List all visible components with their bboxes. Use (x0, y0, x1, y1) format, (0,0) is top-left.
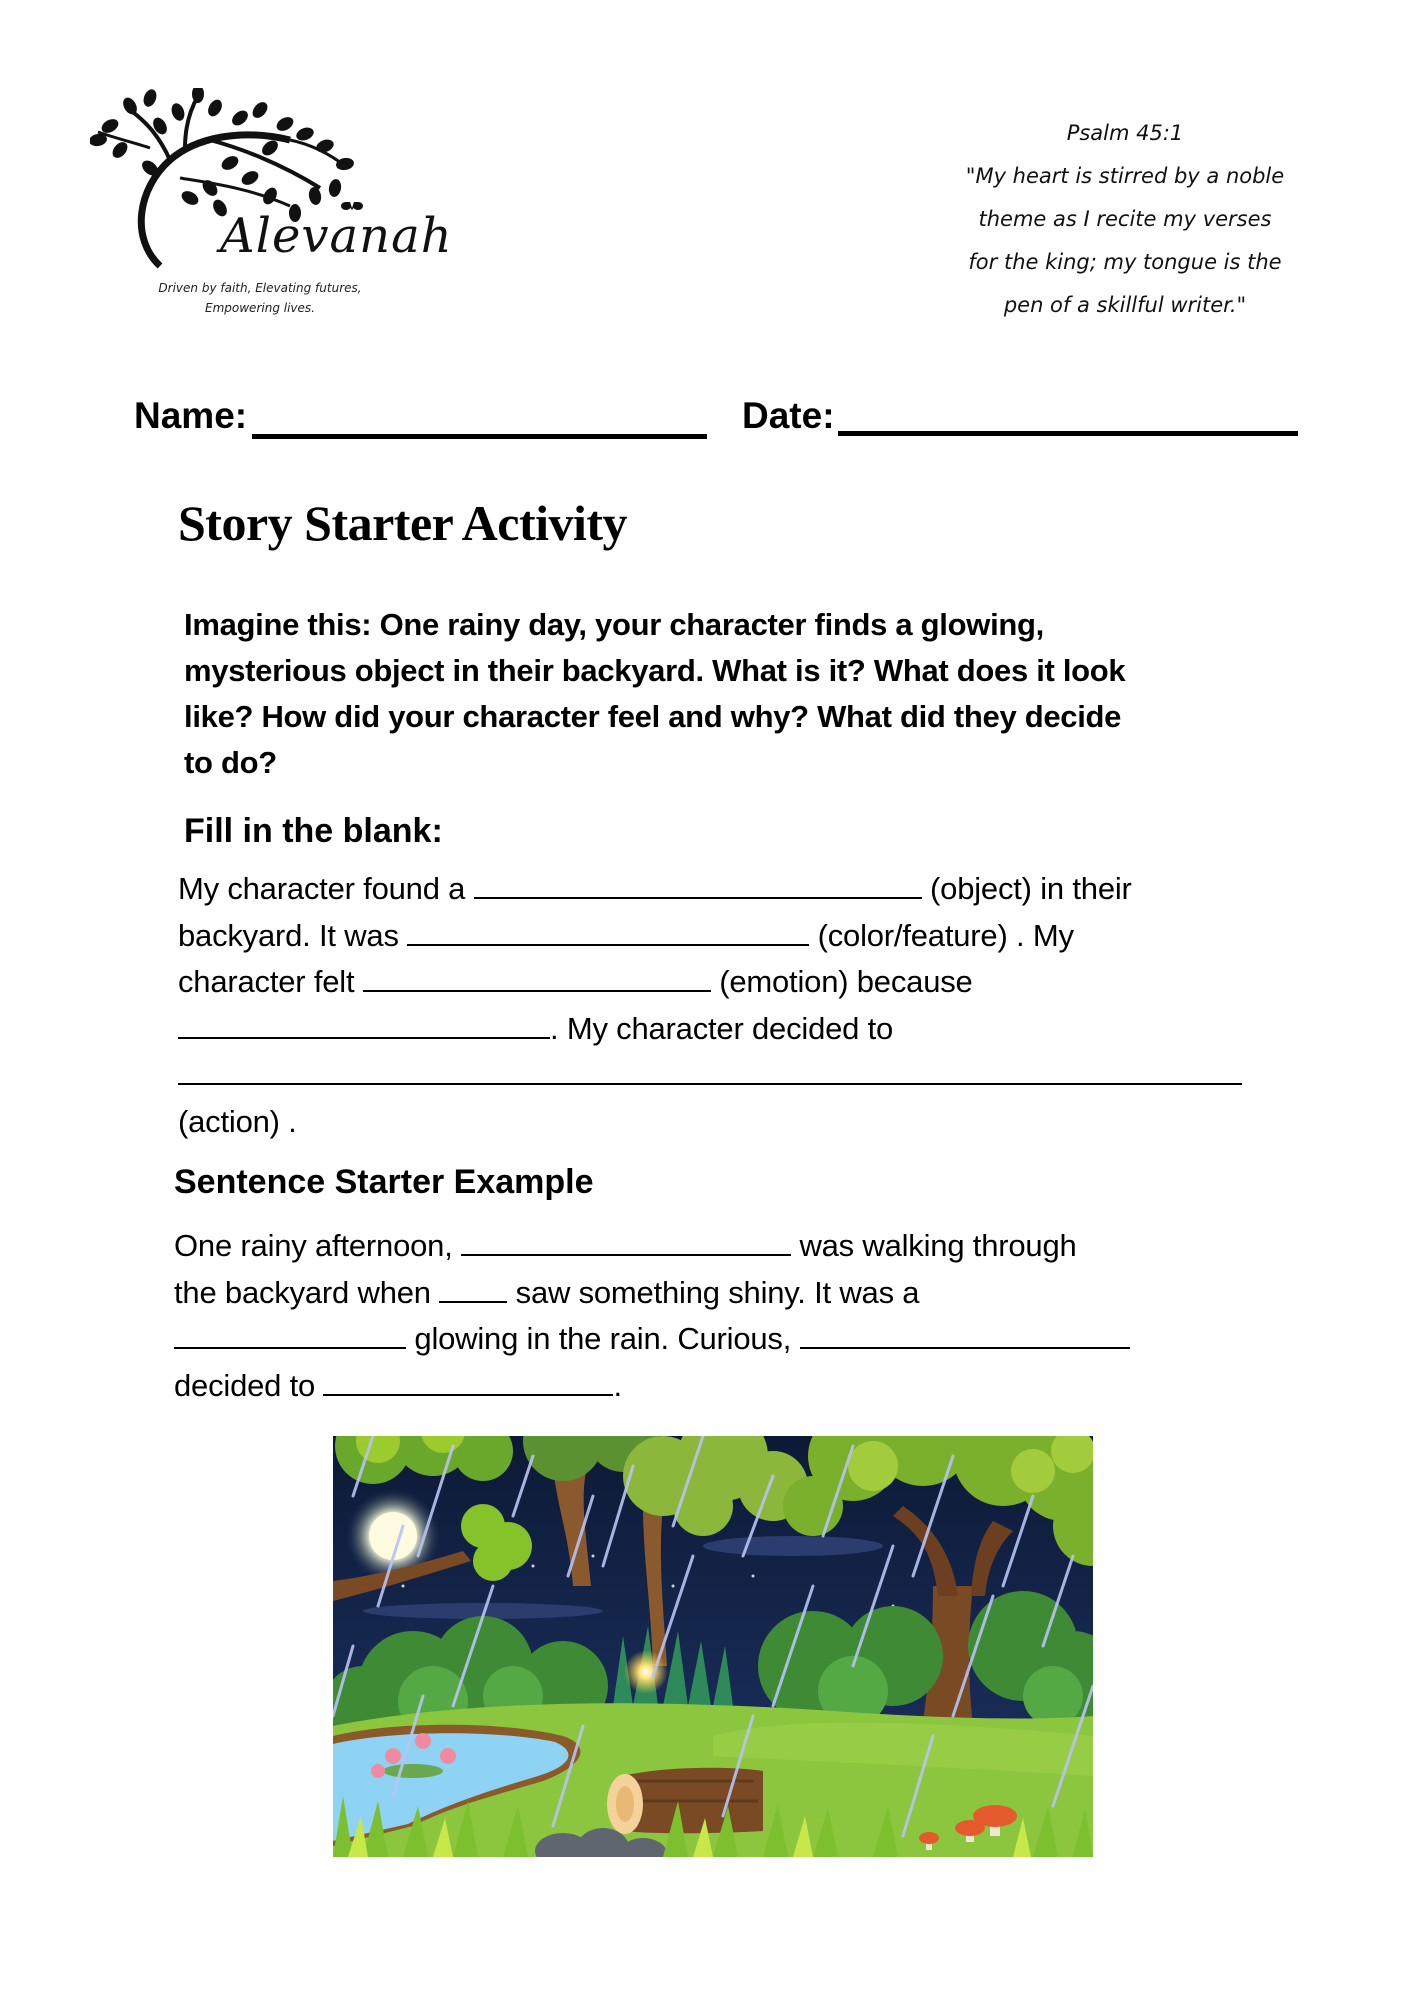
decision-blank[interactable] (323, 1370, 613, 1396)
fill-in-line-1: My character found a (object) in their (178, 871, 1132, 906)
sentence-starter-paragraph (174, 1223, 1130, 1409)
name-label: Name: (134, 395, 248, 436)
starter-line-1: One rainy afternoon, was walking through (174, 1228, 1077, 1263)
tagline (150, 278, 370, 318)
story-prompt (184, 602, 1264, 786)
action-blank[interactable] (178, 1059, 1242, 1085)
prompt-line: to do? (184, 745, 277, 780)
object-blank[interactable] (174, 1323, 406, 1349)
glowing-object-icon (624, 1650, 668, 1694)
starter-line-2: the backyard when saw something shiny. It was a (174, 1274, 920, 1310)
name-field[interactable] (252, 434, 707, 439)
page-title: Story Starter Activity (178, 495, 628, 551)
fill-in-line-6: (action) . (178, 1103, 297, 1139)
emotion-blank[interactable] (363, 966, 711, 992)
date-field[interactable] (838, 431, 1298, 436)
fill-in-line-3: character felt (emotion) because (178, 964, 973, 999)
verse-reference: Psalm 45:1 (1066, 121, 1184, 145)
fill-in-line-2: backyard. It was (color/feature) . My (178, 917, 1074, 953)
pronoun-blank[interactable] (439, 1277, 507, 1303)
verse-line: for the king; my tongue is the (968, 250, 1282, 274)
date-label: Date: (742, 395, 835, 436)
rainy-backyard-illustration (333, 1436, 1093, 1857)
verse-line: pen of a skillful writer." (1003, 293, 1247, 317)
prompt-line: mysterious object in their backyard. What is it? What does it look (184, 653, 1126, 688)
object-blank[interactable] (474, 873, 922, 899)
reason-blank[interactable] (178, 1013, 550, 1039)
starter-line-4: decided to . (174, 1367, 622, 1403)
prompt-line: like? How did your character feel and why? What did they decide (184, 699, 1122, 734)
fill-in-paragraph (178, 866, 1242, 1145)
verse-line: "My heart is stirred by a noble (965, 164, 1285, 188)
rainy-night-scene-image (333, 1436, 1093, 1857)
character-blank[interactable] (800, 1323, 1130, 1349)
verse-line: theme as I recite my verses (978, 207, 1272, 231)
bible-verse (965, 112, 1285, 327)
fill-in-line-5 (178, 1052, 1242, 1099)
character-name-blank[interactable] (461, 1230, 791, 1256)
tagline-line: Driven by faith, Elevating futures, (158, 281, 362, 295)
color-feature-blank[interactable] (407, 920, 809, 946)
brand-name: Alevanah (220, 208, 453, 264)
sentence-starter-heading: Sentence Starter Example (174, 1163, 594, 1201)
alevanah-logo (90, 88, 453, 328)
fill-in-line-4: . My character decided to (178, 1006, 1242, 1053)
prompt-line: Imagine this: One rainy day, your character finds a glowing, (184, 607, 1044, 642)
fill-in-heading: Fill in the blank: (184, 812, 443, 850)
starter-line-3: glowing in the rain. Curious, (174, 1316, 1130, 1363)
tagline-line: Empowering lives. (205, 301, 315, 315)
